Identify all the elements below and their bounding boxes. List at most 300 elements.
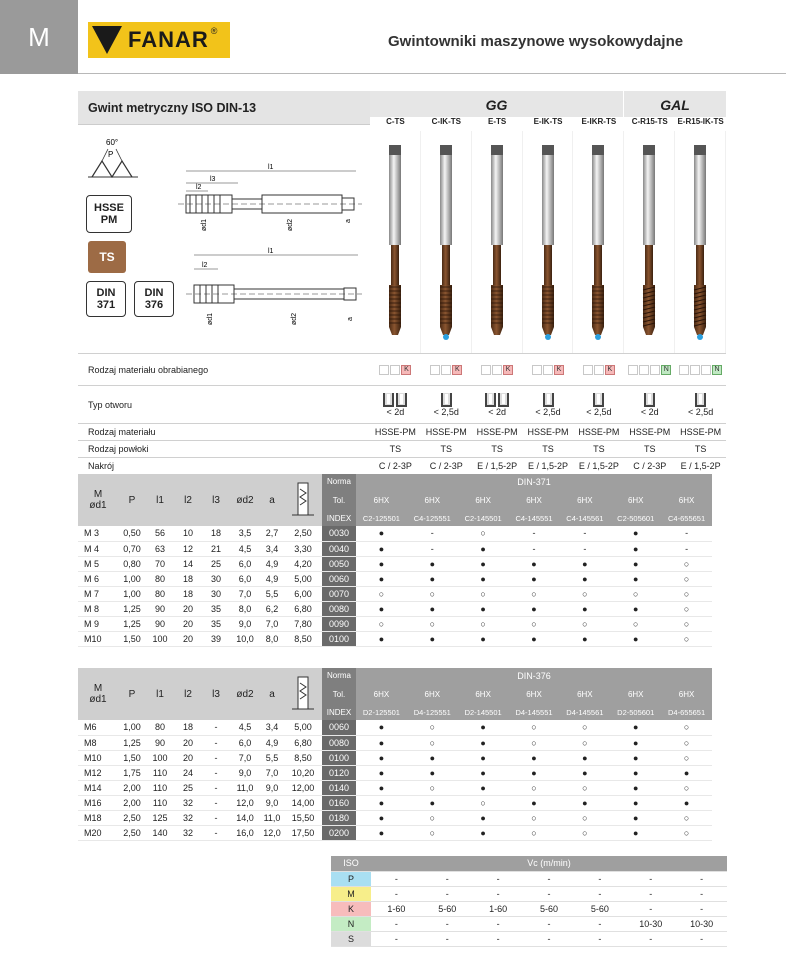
iso-square-icon [430,365,440,375]
tool-image-c-ik-ts [421,131,472,353]
material-type-cell [421,354,472,385]
cell: 32 [174,795,202,810]
table-row [78,765,712,780]
registered-icon: ® [210,26,218,36]
availability-mark: ○ [509,735,560,750]
index-cell: D2-125501 [356,705,407,720]
cell: 18 [174,586,202,601]
iso-group-cell: P [331,871,371,886]
column-header: a [260,668,284,720]
availability-mark: - [407,541,458,556]
index-cell: C2-125501 [356,511,407,526]
iso-square-icon [532,365,542,375]
cell: 4,20 [284,556,322,571]
din371-tap-drawing [178,171,362,213]
column-header: P [118,668,146,720]
vc-cell: - [676,886,727,901]
index-cell: D4-655651 [661,705,712,720]
tool-material-cell: HSSE-PM [578,427,620,437]
cell: 25 [202,556,230,571]
cell: 140 [146,825,174,840]
availability-mark: ○ [407,735,458,750]
availability-mark: ○ [458,616,509,631]
tolerance-cell: 6HX [661,683,712,705]
availability-mark: ○ [407,586,458,601]
page-title: Gwintowniki maszynowe wysokowydajne [388,33,684,50]
speed-header-row [331,856,727,871]
iso-group-cell: K [331,901,371,916]
vc-cell: - [371,871,422,886]
coating-cell: TS [593,444,605,454]
cell: M 8 [78,601,118,616]
cell: 9,0 [230,616,260,631]
d2-label-376: ød2 [291,312,298,325]
iso-square-icon [650,365,660,375]
coating-badge: TS [88,241,126,273]
cell: 80 [146,571,174,586]
cell: 20 [174,735,202,750]
cell: 14,00 [284,795,322,810]
availability-mark: ○ [661,586,712,601]
availability-mark: ● [559,631,610,646]
column-header: l3 [202,474,230,526]
cell: 20 [174,631,202,646]
tolerance-cell: 6HX [356,489,407,511]
angle-label: 60° [106,138,119,147]
iso-square-icon [690,365,700,375]
vc-cell: - [422,931,473,946]
hole-depth-note: < 2,5d [586,406,612,417]
cell: 9,0 [260,780,284,795]
speed-row [331,871,727,886]
availability-mark: ● [610,735,661,750]
availability-mark: ○ [509,616,560,631]
tool-code: E-TS [488,117,507,126]
cell: 90 [146,616,174,631]
cell: 7,0 [260,765,284,780]
cell: 11,0 [230,780,260,795]
cell: 70 [146,556,174,571]
hole-depth-note: < 2,5d [535,406,561,417]
iso-material-icons [523,365,574,375]
cell: 10 [174,526,202,541]
l1-label-376: l1 [268,248,274,255]
cell: - [202,750,230,765]
depth-diagram-icon [284,474,322,526]
availability-mark: ○ [356,586,407,601]
cell: 0,50 [118,526,146,541]
tolerance-cell: 6HX [509,683,560,705]
cell: - [202,825,230,840]
cell: 35 [202,601,230,616]
cell: 2,50 [118,825,146,840]
availability-mark: ● [610,795,661,810]
vc-cell: - [574,871,625,886]
header-divider [78,73,786,74]
tool-code: E-R15-IK-TS [677,117,724,126]
hole-shape-icon [695,393,706,407]
row-index: 0060 [322,571,356,586]
tap-icon [538,131,558,353]
blind-hole-icon [573,393,624,407]
iso-square-icon: K [605,365,615,375]
cell: 110 [146,780,174,795]
vc-cell: - [574,931,625,946]
cell: 25 [174,780,202,795]
availability-mark: ● [407,750,458,765]
cell: 18 [174,720,202,735]
tolerance-cell: 6HX [610,683,661,705]
coating-cell: TS [440,444,453,454]
availability-mark: ○ [509,586,560,601]
chamfer-cell: C / 2-3P [429,461,463,471]
iso-material-icons [421,365,472,375]
din371-badge: DIN 371 [86,281,126,317]
availability-mark: ● [610,810,661,825]
hole-depth-note: < 2d [640,406,659,417]
availability-mark: ● [610,825,661,840]
tool-image-e-r15-ik-ts [675,131,726,353]
l2-label-371: l2 [196,184,202,191]
availability-mark: ○ [661,735,712,750]
l2-label-376: l2 [202,262,208,269]
vc-cell: - [422,871,473,886]
vc-cell: - [473,931,524,946]
iso-square-icon: N [712,365,722,375]
row-index: 0070 [322,586,356,601]
column-header: l1 [146,474,174,526]
availability-mark: ● [610,601,661,616]
din371-table [78,474,712,647]
tool-material-cell: HSSE-PM [476,427,518,437]
tap-icon [436,131,456,353]
cell: 10,20 [284,765,322,780]
cell: 9,0 [230,765,260,780]
iso-material-icons [573,365,624,375]
coating-label: Rodzaj powłoki [88,444,149,454]
availability-mark: - [661,526,712,541]
hole-shape-icon [644,393,655,407]
cell: 110 [146,765,174,780]
cell: 4,5 [230,541,260,556]
hole-type-icon [523,393,574,417]
availability-mark: ○ [661,810,712,825]
table-row [78,750,712,765]
cell: 2,00 [118,780,146,795]
cell: 10,0 [230,631,260,646]
availability-mark: ○ [559,780,610,795]
availability-mark: ● [407,556,458,571]
blind-hole-icon [421,393,472,407]
vc-cell: 5-60 [422,901,473,916]
cell: 14,0 [230,810,260,825]
vc-cell: - [524,886,575,901]
iso-square-icon [628,365,638,375]
cell: 0,80 [118,556,146,571]
availability-mark: ○ [559,720,610,735]
iso-square-icon [441,365,451,375]
material-type-cell [675,354,726,385]
cell: 1,00 [118,586,146,601]
material-type-cell [370,354,421,385]
chamfer-cell: E / 1,5-2P [578,461,619,471]
availability-mark: ○ [610,586,661,601]
tolerance-cell: 6HX [458,489,509,511]
availability-mark: ○ [458,526,509,541]
hole-shape-icon [383,393,394,407]
section-tab [0,0,78,74]
fanar-logo [88,22,230,58]
availability-mark: ○ [661,825,712,840]
vc-cell: - [524,931,575,946]
cell: 4,9 [260,556,284,571]
table-row [78,556,712,571]
cutting-speed-table [331,856,727,947]
cell: M20 [78,825,118,840]
cell: 20 [174,750,202,765]
availability-mark: ○ [559,825,610,840]
cell: 30 [202,586,230,601]
vc-cell: 10-30 [625,916,676,931]
tool-code: E-IKR-TS [581,117,617,126]
availability-mark: ● [356,601,407,616]
material-type-cell [624,354,675,385]
vc-cell: - [676,871,727,886]
hole-shape-icon [593,393,604,407]
cell: 6,2 [260,601,284,616]
row-index: 0100 [322,631,356,646]
index-cell: C4-145551 [509,511,560,526]
cell: 16,0 [230,825,260,840]
tolerance-cell: 6HX [610,489,661,511]
speed-row [331,901,727,916]
availability-mark: ○ [407,780,458,795]
thread-depth-icon [288,479,318,519]
index-label: INDEX [322,705,356,720]
availability-mark: ○ [661,720,712,735]
availability-mark: - [509,541,560,556]
index-cell: D4-125551 [407,705,458,720]
availability-mark: ○ [559,810,610,825]
availability-mark: ○ [407,616,458,631]
tolerance-cell: 6HX [356,683,407,705]
availability-mark: ● [356,795,407,810]
cell: 2,7 [260,526,284,541]
hole-type-icon [675,393,726,417]
hole-type-cell [523,386,574,423]
availability-mark: ● [458,735,509,750]
chamfer-cell: E / 1,5-2P [680,461,721,471]
vc-cell: - [371,931,422,946]
material-type-cell [523,354,574,385]
blind-hole-icon [472,393,523,407]
tool-material-cell: HSSE-PM [425,427,467,437]
hole-depth-note: < 2d [386,406,405,417]
cell: 17,50 [284,825,322,840]
tool-material-label: Rodzaj materiału [88,427,156,437]
cell: 2,00 [118,795,146,810]
cell: 5,5 [260,586,284,601]
index-cell: D4-145551 [509,705,560,720]
index-cell: C2-505601 [610,511,661,526]
table-row [78,571,712,586]
availability-mark: ● [509,571,560,586]
cell: 20 [174,616,202,631]
availability-mark: ● [509,631,560,646]
hole-type-cell [370,386,421,423]
iso-square-icon [583,365,593,375]
availability-mark: ○ [509,720,560,735]
tool-images-row [370,131,726,353]
availability-mark: ● [458,750,509,765]
speed-row [331,886,727,901]
cell: M 3 [78,526,118,541]
cell: 6,0 [230,556,260,571]
availability-mark: ○ [356,616,407,631]
cell: - [202,780,230,795]
availability-mark: ● [509,795,560,810]
availability-mark: ● [610,571,661,586]
column-header: M ød1 [78,474,118,526]
cell: 1,50 [118,631,146,646]
tolerance-cell: 6HX [407,489,458,511]
table-row [78,541,712,556]
cell: 12,0 [260,825,284,840]
tool-code: C-IK-TS [431,117,461,126]
cell: 90 [146,735,174,750]
iso-square-icon: K [503,365,513,375]
hole-type-cell [421,386,472,423]
cell: 2,50 [284,526,322,541]
cell: - [202,735,230,750]
cell: 6,0 [230,735,260,750]
availability-mark: ● [458,541,509,556]
chamfer-row [78,457,726,474]
cell: 8,0 [260,631,284,646]
cell: 12,00 [284,780,322,795]
availability-mark: ● [407,601,458,616]
coating-cell: TS [389,444,402,454]
availability-mark: ● [458,571,509,586]
cell: M10 [78,750,118,765]
l1-label-371: l1 [268,164,274,171]
coating-row [78,440,726,457]
cell: M16 [78,795,118,810]
blind-hole-icon [675,393,726,407]
vc-cell: 10-30 [676,916,727,931]
availability-mark: ○ [661,780,712,795]
iso-material-icons [370,365,421,375]
cell: 125 [146,810,174,825]
availability-mark: ○ [661,601,712,616]
hole-depth-note: < 2d [488,406,507,417]
iso-group-cell: N [331,916,371,931]
cell: 32 [174,810,202,825]
availability-mark: ○ [661,750,712,765]
cell: 3,5 [230,526,260,541]
column-header: l2 [174,474,202,526]
thread-depth-icon [288,673,318,713]
row-index: 0080 [322,735,356,750]
cell: 80 [146,720,174,735]
cell: 11,0 [260,810,284,825]
column-header: a [260,474,284,526]
index-label: INDEX [322,511,356,526]
hole-shape-icon [441,393,452,407]
hole-depth-note: < 2,5d [433,406,459,417]
column-header: l3 [202,668,230,720]
cell: 7,0 [230,586,260,601]
hole-depth-note: < 2,5d [687,406,714,417]
vc-cell: 5-60 [574,901,625,916]
hole-type-cell [472,386,523,423]
tap-icon [639,131,659,353]
vc-cell: 1-60 [371,901,422,916]
cell: 8,50 [284,631,322,646]
availability-mark: ○ [661,631,712,646]
material-type-cell [472,354,523,385]
cell: 6,00 [284,586,322,601]
table-row [78,810,712,825]
cell: 35 [202,616,230,631]
tool-code: C-R15-TS [631,117,668,126]
iso-square-icon [481,365,491,375]
availability-mark: ● [407,571,458,586]
iso-square-icon [543,365,553,375]
vc-cell: - [625,901,676,916]
row-index: 0200 [322,825,356,840]
availability-mark: ● [509,765,560,780]
availability-mark: ● [458,810,509,825]
column-header: ød2 [230,668,260,720]
tolerance-label: Tol. [322,683,356,705]
tap-icon [385,131,405,353]
tolerance-cell: 6HX [559,683,610,705]
din376-table [78,668,712,841]
hole-type-icon [472,393,523,417]
a-label-371: a [345,219,352,223]
cell: 4,9 [260,571,284,586]
hole-type-label: Typ otworu [88,399,133,410]
availability-mark: ● [356,720,407,735]
cell: 1,00 [118,720,146,735]
cell: 63 [146,541,174,556]
cell: 100 [146,750,174,765]
speed-row [331,916,727,931]
cell: 3,4 [260,541,284,556]
cell: 3,4 [260,720,284,735]
row-index: 0050 [322,556,356,571]
availability-mark: ○ [509,810,560,825]
availability-mark: ● [458,825,509,840]
vc-cell: - [473,916,524,931]
cell: 0,70 [118,541,146,556]
cell: 4,9 [260,735,284,750]
tool-codes-row [370,117,726,131]
vc-header: Vc (m/min) [371,856,727,871]
hole-shape-icon [396,393,407,407]
vc-cell: - [473,886,524,901]
cell: 2,50 [118,810,146,825]
tool-image-e-ik-ts [523,131,574,353]
vc-cell: - [422,886,473,901]
column-header: M ød1 [78,668,118,720]
group-gg-header: GG [370,91,624,117]
blind-hole-icon [370,393,421,407]
availability-mark: - [509,526,560,541]
cell: 5,00 [284,720,322,735]
availability-mark: ● [610,526,661,541]
